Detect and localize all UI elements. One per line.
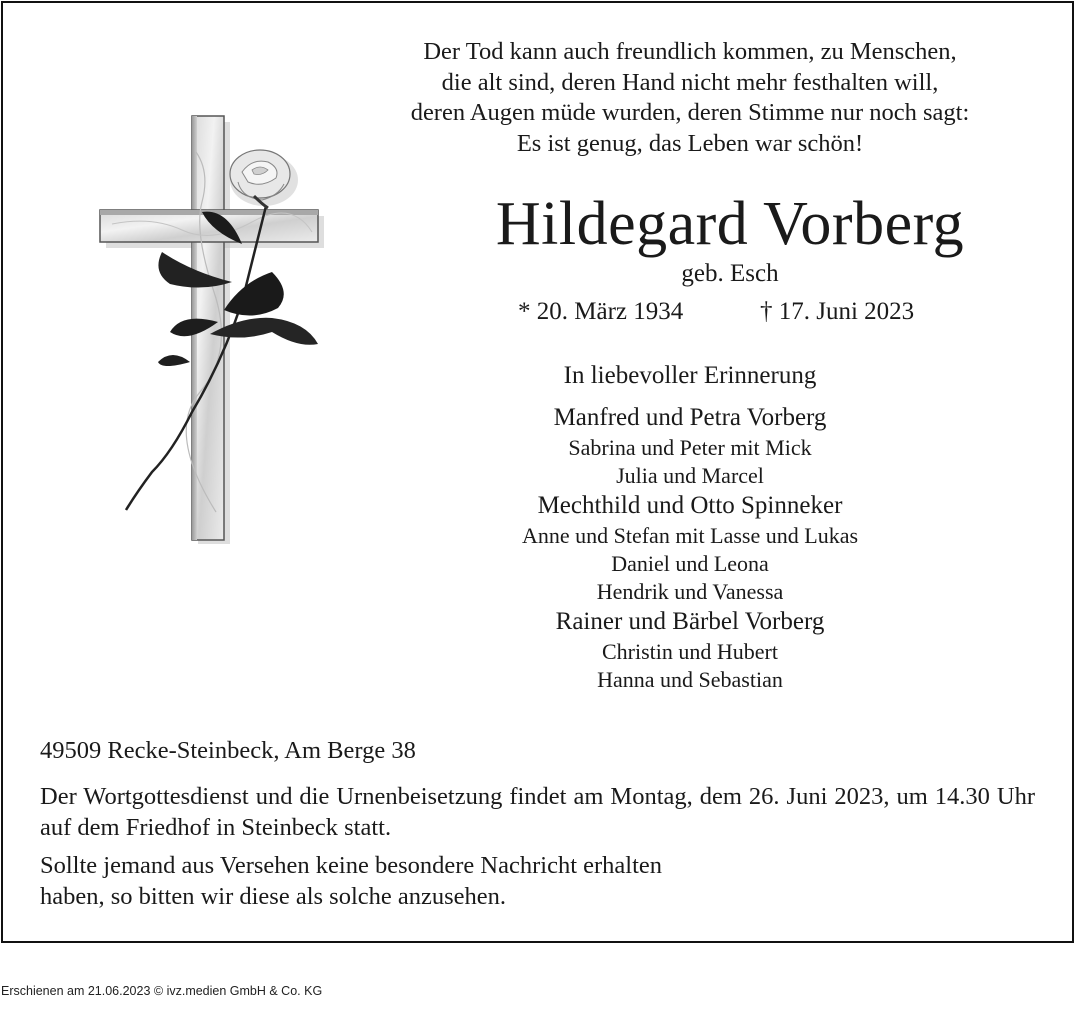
family-member: Anne und Stefan mit Lasse und Lukas (521, 523, 859, 548)
mourners-list (440, 402, 940, 694)
deceased-name: Hildegard Vorberg (495, 190, 965, 258)
service-text: Der Wortgottesdienst und die Urnenbeisetzung findet am Montag, dem 26. Juni 2023, um 14.30 Uhr auf dem Friedhof in Steinbeck statt. (40, 783, 1035, 841)
notice (40, 851, 840, 912)
poem-line: Der Tod kann auch freundlich kommen, zu Menschen, (423, 38, 957, 65)
family-member: Hendrik und Vanessa (596, 579, 784, 604)
family-member: Christin und Hubert (602, 639, 778, 664)
cross-with-rose-icon (92, 112, 332, 552)
poem-line: die alt sind, deren Hand nicht mehr festhalten will, (441, 68, 939, 96)
family-head: Mechthild und Otto Spinneker (537, 492, 843, 519)
birth-name: geb. Esch (681, 260, 779, 287)
family-member: Daniel und Leona (611, 551, 769, 576)
life-dates (480, 296, 980, 328)
notice-line: Sollte jemand aus Versehen keine besondere Nachricht erhalten (40, 852, 663, 879)
birth-date: * 20. März 1934 (518, 298, 684, 325)
address: 49509 Recke-Steinbeck, Am Berge 38 (40, 737, 416, 764)
family-member: Sabrina und Peter mit Mick (568, 435, 812, 460)
poem-line: Es ist genug, das Leben war schön! (516, 129, 864, 157)
poem-line: deren Augen müde wurden, deren Stimme nur noch sagt: (410, 99, 970, 126)
poem (340, 37, 1040, 159)
death-date: † 17. Juni 2023 (760, 298, 915, 325)
notice-line: haben, so bitten wir diese als solche anzusehen. (40, 882, 507, 910)
family-group (440, 402, 940, 490)
family-member: Julia und Marcel (616, 463, 764, 488)
family-group (440, 606, 940, 694)
family-member: Hanna und Sebastian (597, 667, 783, 692)
memory-line: In liebevoller Erinnerung (563, 362, 817, 389)
publication-footer: Erschienen am 21.06.2023 © ivz.medien GmbH & Co. KG (1, 984, 323, 998)
family-head: Rainer und Bärbel Vorberg (555, 608, 825, 635)
family-head: Manfred und Petra Vorberg (553, 404, 827, 431)
family-group (440, 490, 940, 606)
